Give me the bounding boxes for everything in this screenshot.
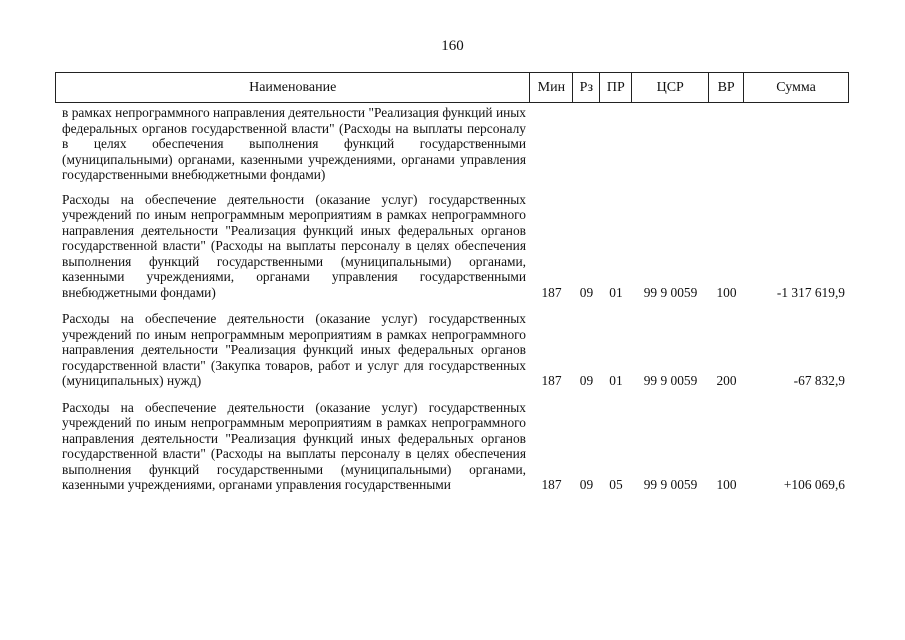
row-pr: 01 <box>609 284 623 300</box>
row-pr: 01 <box>609 373 623 388</box>
row-rz: 09 <box>579 284 594 300</box>
row-min: 187 <box>541 373 562 388</box>
row-min: 187 <box>541 477 562 492</box>
table-row <box>55 105 849 183</box>
row-vr: 200 <box>716 373 737 388</box>
table-header <box>55 72 849 103</box>
header-rz: Рз <box>573 73 600 102</box>
header-pr: ПР <box>600 73 632 102</box>
row-rz: 09 <box>579 373 594 388</box>
table-row <box>55 311 849 389</box>
row-min: 187 <box>541 284 562 300</box>
table-row <box>55 400 849 493</box>
header-name: Наименование <box>56 73 530 102</box>
row-vr: 100 <box>716 477 737 492</box>
budget-table <box>55 72 849 493</box>
row-csr: 99 9 0059 <box>643 477 698 492</box>
row-rz: 09 <box>579 477 594 492</box>
header-min: Мин <box>530 73 573 102</box>
row-pr: 05 <box>609 477 623 492</box>
header-sum: Сумма <box>744 73 849 102</box>
row-sum: -67 832,9 <box>793 373 845 388</box>
row-csr: 99 9 0059 <box>643 373 698 388</box>
header-csr: ЦСР <box>632 73 709 102</box>
table-row <box>55 192 849 301</box>
row-sum: +106 069,6 <box>783 477 845 492</box>
row-name: Расходы на обеспечение деятельности (оказание услуг) государственных учреждений по иным непрограммным мероприятиям в рамках непрограммного направления деятельности "Реализация функций иных федеральных органов государственной власти" (Расходы на выплаты персоналу в целях обеспечения выполнения функций государственными (муниципальными) органами, казенными учреждениями, органами управления государственными <box>62 399 526 492</box>
row-sum: -1 317 619,9 <box>776 284 845 300</box>
row-name: Расходы на обеспечение деятельности (оказание услуг) государственных учреждений по иным непрограммным мероприятиям в рамках непрограммного направления деятельности "Реализация функций иных федеральных органов государственной власти" (Закупка товаров, работ и услуг для государственных (муниципальных) нужд) <box>62 311 526 388</box>
row-name: Расходы на обеспечение деятельности (оказание услуг) государственных учреждений по иным непрограммным мероприятиям в рамках непрограммного направления деятельности "Реализация функций иных федеральных органов государственной власти" (Расходы на выплаты персоналу в целях обеспечения выполнения функций государственными (муниципальными) органами, казенными учреждениями, органами управления государственными внебюджетными фондами) <box>62 191 526 300</box>
row-name: в рамках непрограммного направления деятельности "Реализация функций иных федеральных органов государственной власти" (Расходы на выплаты персоналу в целях обеспечения выполнения функций государственными (муниципальными) органами, казенными учреждениями, органами управления государственными внебюджетными фондами) <box>62 105 526 182</box>
page-number: 160 <box>441 38 464 54</box>
row-csr: 99 9 0059 <box>643 284 698 300</box>
row-vr: 100 <box>716 284 737 300</box>
header-vr: ВР <box>709 73 744 102</box>
